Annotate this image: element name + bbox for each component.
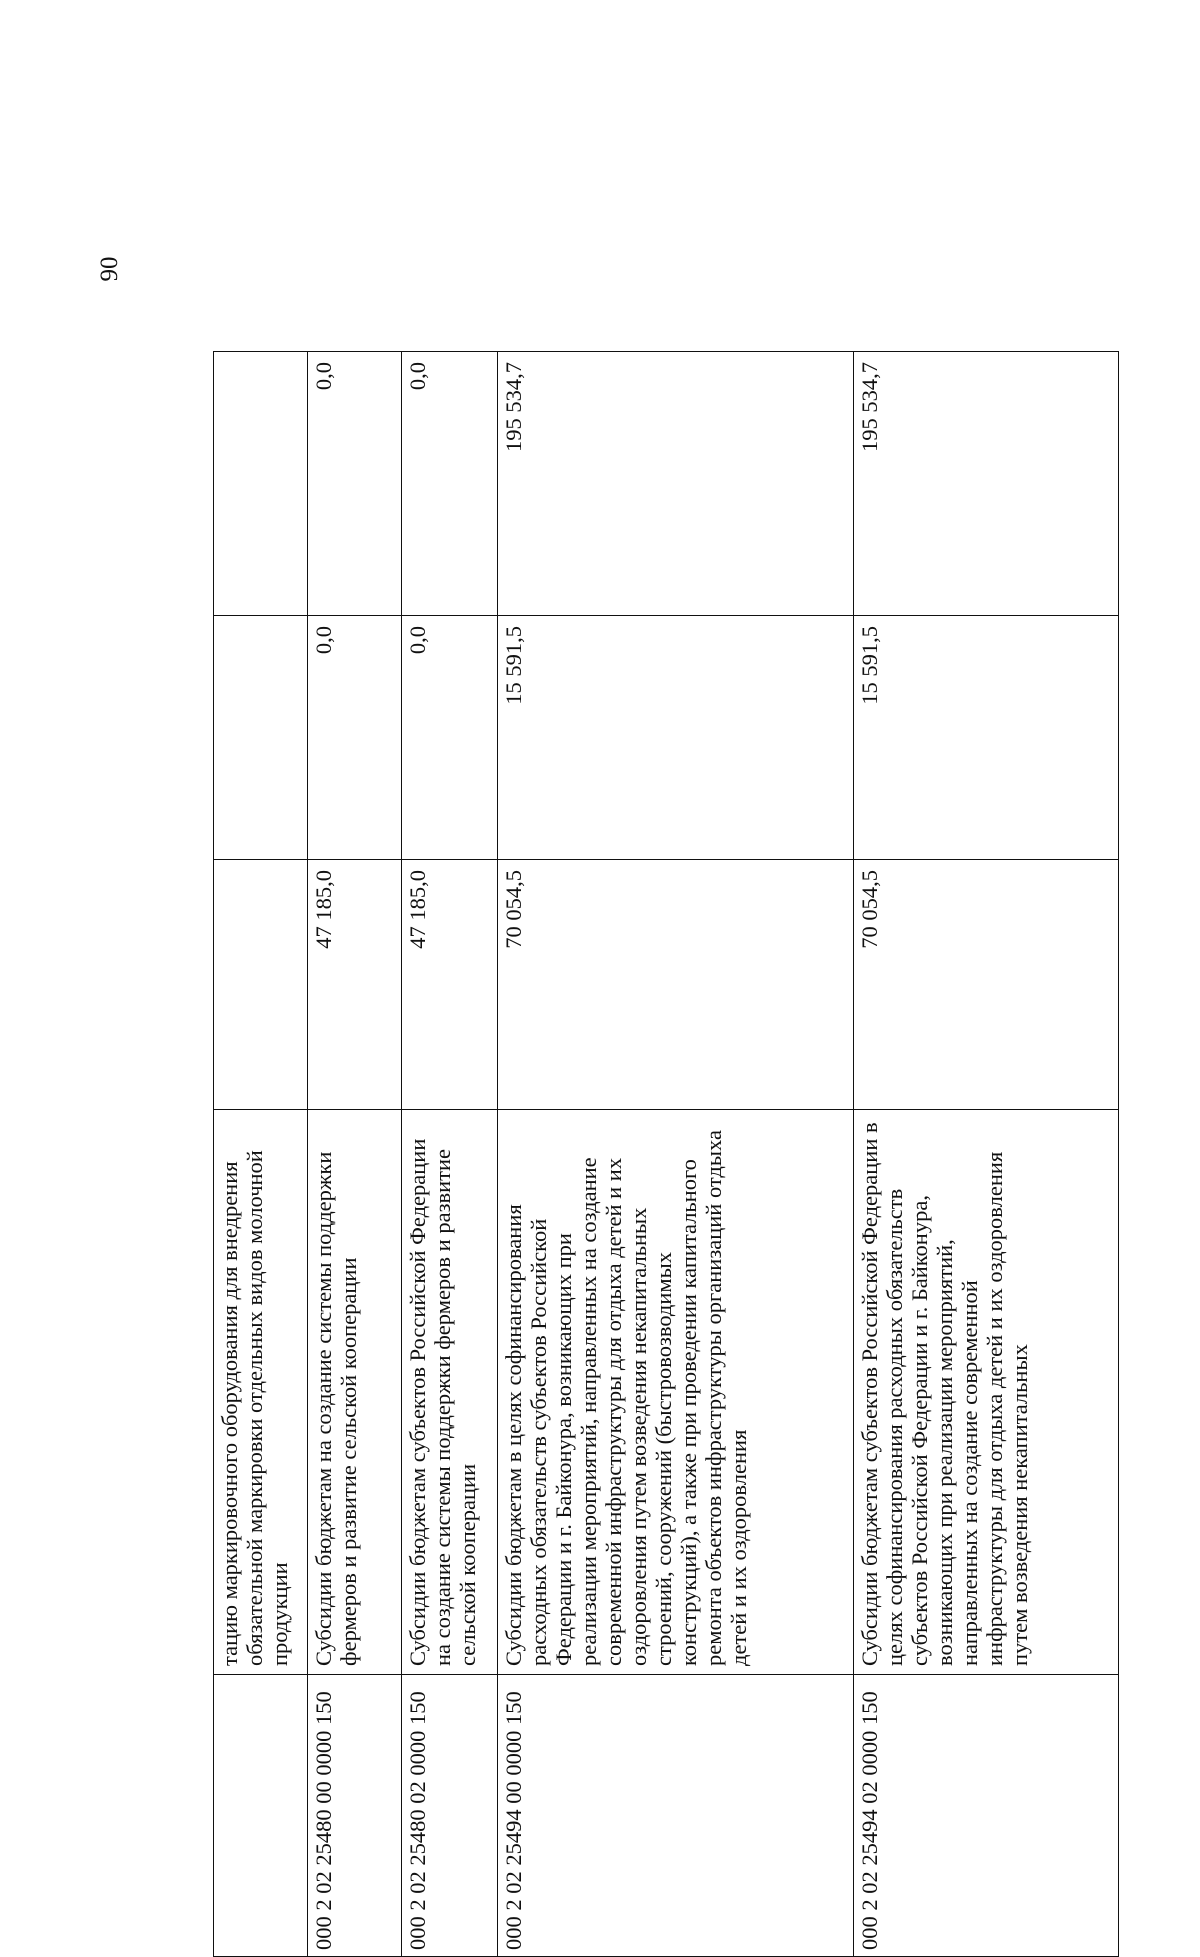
value-cell-3 xyxy=(214,352,308,616)
description-cell: Субсидии бюджетам на создание системы поддержки фермеров и развитие сельской кооперации xyxy=(308,1110,402,1675)
value-cell-3: 195 534,7 xyxy=(498,352,854,616)
value-cell-1: 47 185,0 xyxy=(308,860,402,1110)
table-row xyxy=(498,352,854,1957)
value-cell-2: 15 591,5 xyxy=(854,616,1119,860)
table-row xyxy=(214,352,308,1957)
value-cell-2: 0,0 xyxy=(402,616,498,860)
budget-code-cell: 000 2 02 25480 00 0000 150 xyxy=(308,1675,402,1957)
budget-code-cell: 000 2 02 25494 00 0000 150 xyxy=(498,1675,854,1957)
budget-code-cell: 000 2 02 25480 02 0000 150 xyxy=(402,1675,498,1957)
budget-code-cell: 000 2 02 25494 02 0000 150 xyxy=(854,1675,1119,1957)
value-cell-2 xyxy=(214,616,308,860)
description-cell: Субсидии бюджетам в целях софинансирования расходных обязательств субъектов Российской Федерации и г. Байконура, возникающих при реализации мероприятий, направленных на создание современной инфраструктуры для отдыха детей и их оздоровления путем возведения некапитальных строений, сооружений (быстровозводимых конструкций), а также при проведении капитального ремонта объектов инфраструктуры организаций отдыха детей и их оздоровления xyxy=(498,1110,854,1675)
value-cell-2: 15 591,5 xyxy=(498,616,854,860)
value-cell-3: 0,0 xyxy=(402,352,498,616)
page-number: 90 xyxy=(96,256,123,282)
value-cell-3: 0,0 xyxy=(308,352,402,616)
description-cell: Субсидии бюджетам субъектов Российской Федерации в целях софинансирования расходных обязательств субъектов Российской Федерации и г. Байконура, возникающих при реализации мероприятий, направленных на создание современной инфраструктуры для отдыха детей и их оздоровления путем возведения некапитальных xyxy=(854,1110,1119,1675)
value-cell-1: 70 054,5 xyxy=(854,860,1119,1110)
table-row xyxy=(854,352,1119,1957)
description-cell: тацию маркировочного оборудования для внедрения обязательной маркировки отдельных видов молочной продукции xyxy=(214,1110,308,1675)
budget-table xyxy=(213,351,1119,1957)
value-cell-1: 47 185,0 xyxy=(402,860,498,1110)
description-cell: Субсидии бюджетам субъектов Российской Федерации на создание системы поддержки фермеров и развитие сельской кооперации xyxy=(402,1110,498,1675)
value-cell-3: 195 534,7 xyxy=(854,352,1119,616)
table-row xyxy=(308,352,402,1957)
table-row xyxy=(402,352,498,1957)
value-cell-1 xyxy=(214,860,308,1110)
value-cell-2: 0,0 xyxy=(308,616,402,860)
budget-code-cell xyxy=(214,1675,308,1957)
value-cell-1: 70 054,5 xyxy=(498,860,854,1110)
budget-table-rotated xyxy=(213,352,1118,1957)
